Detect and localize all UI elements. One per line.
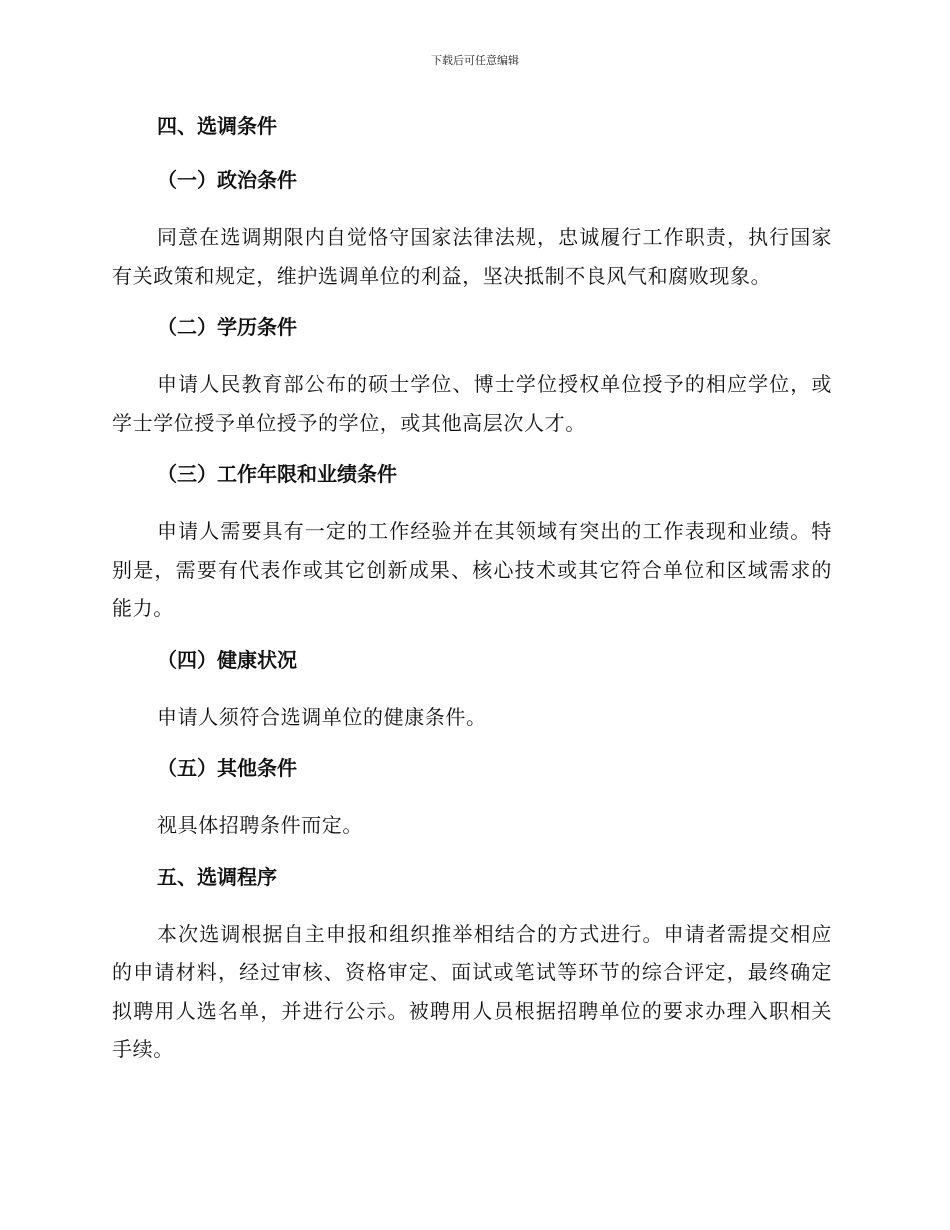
section-heading-procedure: 五、选调程序	[157, 864, 277, 889]
section-heading-conditions: 四、选调条件	[157, 114, 277, 138]
subheading-education: （二）学历条件	[157, 315, 297, 339]
paragraph-political: 同意在选调期限内自觉恪守国家法律法规，忠诚履行工作职责，执行国家有关政策和规定，维护选调单位的利益，坚决抵制不良风气和腐败现象。	[112, 225, 832, 288]
paragraph-other: 视具体招聘条件而定。	[157, 813, 363, 837]
paragraph-education: 申请人民教育部公布的硕士学位、博士学位授权单位授予的相应学位，或学士学位授予单位授予的学位，或其他高层次人才。	[112, 372, 832, 435]
paragraph-health: 申请人须符合选调单位的健康条件。	[157, 704, 487, 729]
subheading-other: （五）其他条件	[157, 756, 297, 780]
subheading-health: （四）健康状况	[157, 647, 297, 672]
paragraph-experience: 申请人需要具有一定的工作经验并在其领域有突出的工作表现和业绩。特别是，需要有代表作或其它创新成果、核心技术或其它符合单位和区域需求的能力。	[112, 519, 832, 620]
page-header-note: 下载后可任意编辑	[431, 54, 519, 67]
subheading-experience: （三）工作年限和业绩条件	[157, 462, 397, 486]
subheading-political: （一）政治条件	[157, 168, 297, 192]
paragraph-procedure: 本次选调根据自主申报和组织推举相结合的方式进行。申请者需提交相应的申请材料，经过审核、资格审定、面试或笔试等环节的综合评定，最终确定拟聘用人选名单，并进行公示。被聘用人员根据招聘单位的要求办理入职相关手续。	[112, 921, 832, 1061]
document-body	[112, 110, 832, 1069]
